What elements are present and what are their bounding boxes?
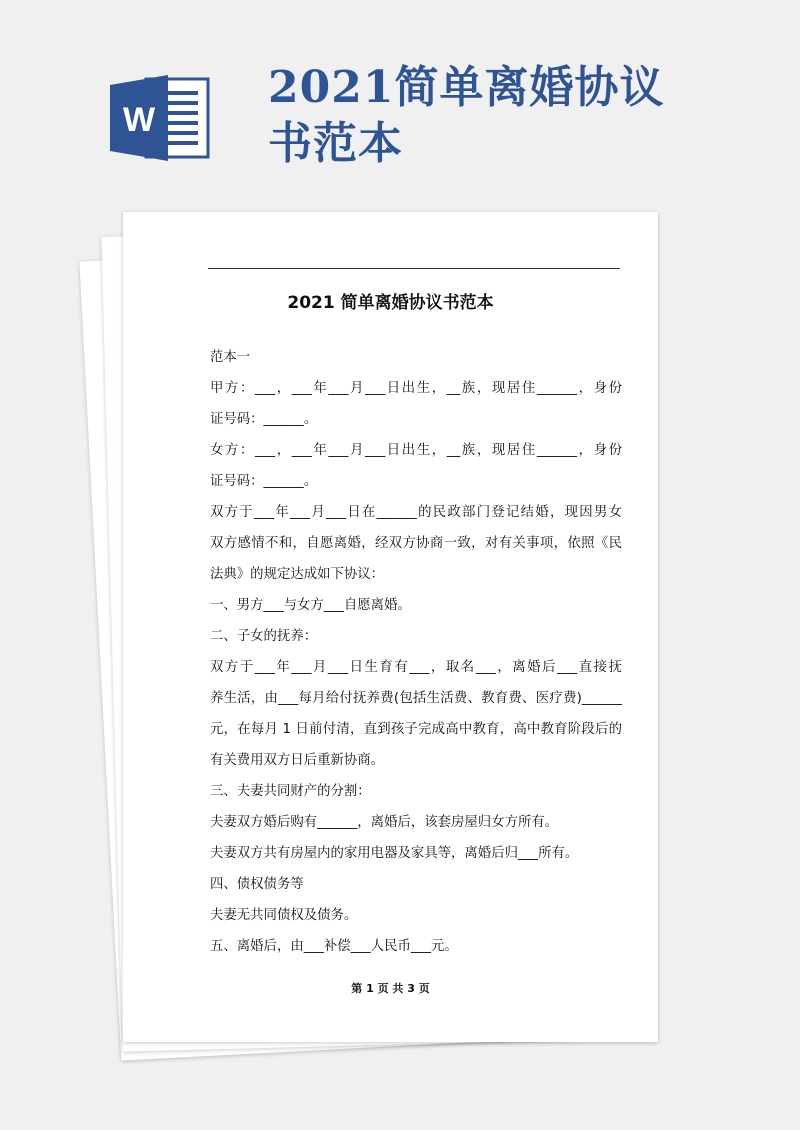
document-line: 五、离婚后，由___补偿___人民币___元。 (210, 939, 458, 954)
document-line: 女方：___，___年___月___日出生，__族，现居住______，身份 (210, 443, 622, 458)
document-line: 双方感情不和，自愿离婚，经双方协商一致，对有关事项，依照《民 (210, 536, 622, 551)
document-line: 双方于___年___月___日在______的民政部门登记结婚，现因男女 (210, 505, 622, 520)
document-line: 范本一 (210, 350, 251, 365)
svg-text:W: W (122, 101, 156, 139)
banner-title-line-2: 书范本 (268, 118, 403, 169)
document-line: 四、债权债务等 (210, 877, 304, 892)
document-line: 甲方：___，___年___月___日出生，__族，现居住______，身份 (210, 381, 622, 396)
header-rule (208, 268, 620, 269)
document-line: 双方于___年___月___日生育有___，取名___，离婚后___直接抚 (210, 660, 622, 675)
word-document-icon (110, 75, 216, 161)
document-line: 有关费用双方日后重新协商。 (210, 753, 385, 768)
document-line: 二、子女的抚养： (210, 629, 318, 644)
document-line: 夫妻双方婚后购有______，离婚后，该套房屋归女方所有。 (210, 815, 559, 830)
document-line: 养生活，由___每月给付抚养费(包括生活费、教育费、医疗费)______ (210, 691, 622, 706)
document-line: 元，在每月 1 日前付清，直到孩子完成高中教育，高中教育阶段后的 (210, 722, 622, 737)
document-line: 证号码：______。 (210, 474, 318, 489)
document-body (210, 342, 622, 962)
banner-title-line-1: 2021简单离婚协议 (268, 62, 665, 113)
document-line: 夫妻双方共有房屋内的家用电器及家具等，离婚后归___所有。 (210, 846, 579, 861)
document-page (123, 212, 658, 1042)
document-line: 三、夫妻共同财产的分割： (210, 784, 371, 799)
banner-title (268, 60, 768, 172)
document-line: 证号码：______。 (210, 412, 318, 427)
document-line: 法典》的规定达成如下协议： (210, 567, 385, 582)
page-number: 第 1 页 共 3 页 (351, 982, 430, 995)
document-title: 2021 简单离婚协议书范本 (287, 293, 494, 313)
document-line: 一、男方___与女方___自愿离婚。 (210, 598, 411, 613)
document-line: 夫妻无共同债权及债务。 (210, 908, 358, 923)
